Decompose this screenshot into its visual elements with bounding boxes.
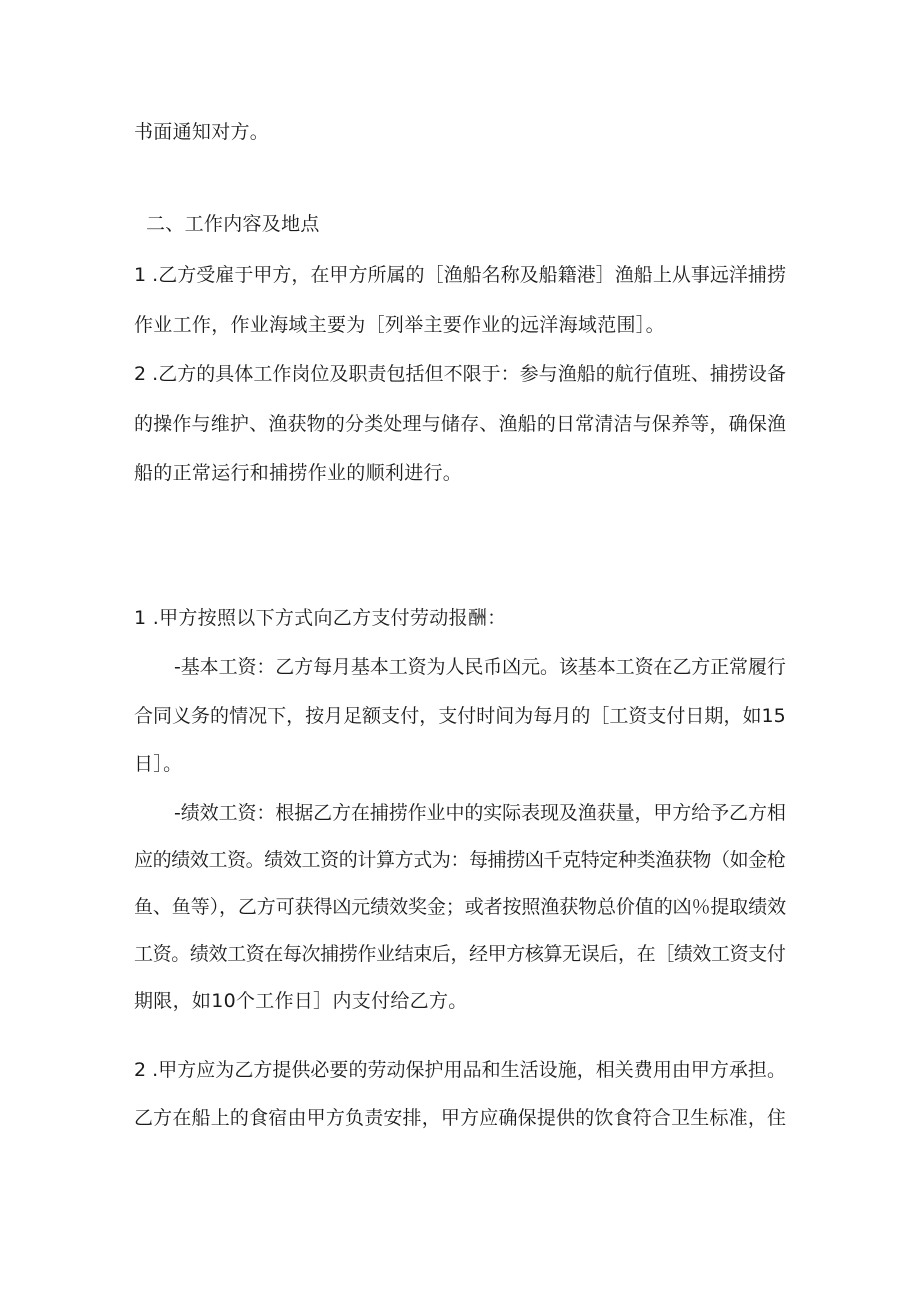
base-salary-line-2: 合同义务的情况下，按月足额支付，支付时间为每月的［工资支付日期，如15 [134, 705, 786, 727]
performance-pay-line-3: 鱼、鱼等），乙方可获得凶元绩效奖金；或者按照渔获物总价值的凶％提取绩效 [134, 896, 787, 918]
pay-clause-2-line-2: 乙方在船上的食宿由甲方负责安排，甲方应确保提供的饮食符合卫生标准，住 [134, 1107, 787, 1129]
pay-clause-1-line-1: 1 .甲方按照以下方式向乙方支付劳动报酬： [134, 607, 507, 629]
clause-2-line-2: 的操作与维护、渔获物的分类处理与储存、渔船的日常清洁与保养等，确保渔 [134, 413, 787, 435]
base-salary-line-1: -基本工资：乙方每月基本工资为人民币凶元。该基本工资在乙方正常履行 [174, 656, 786, 678]
performance-pay-line-5: 期限，如10个工作日］内支付给乙方。 [134, 990, 468, 1012]
clause-2-line-1: 2 .乙方的具体工作岗位及职责包括但不限于：参与渔船的航行值班、捕捞设备 [134, 363, 786, 385]
performance-pay-line-4: 工资。绩效工资在每次捕捞作业结束后，经甲方核算无误后，在［绩效工资支付 [134, 943, 786, 965]
performance-pay-line-1: -绩效工资：根据乙方在捕捞作业中的实际表现及渔获量，甲方给予乙方相 [174, 802, 786, 824]
pay-clause-2-line-1: 2 .甲方应为乙方提供必要的劳动保护用品和生活设施，相关费用由甲方承担。 [134, 1059, 786, 1081]
clause-2-line-3: 船的正常运行和捕捞作业的顺利进行。 [134, 462, 463, 484]
base-salary-line-3: 日］。 [134, 753, 183, 775]
section-heading-work-content: 二、工作内容及地点 [146, 213, 320, 235]
clause-1-line-1: 1 .乙方受雇于甲方，在甲方所属的［渔船名称及船籍港］渔船上从事远洋捕捞 [134, 264, 786, 286]
performance-pay-line-2: 应的绩效工资。绩效工资的计算方式为：每捕捞凶千克特定种类渔获物（如金枪 [134, 849, 786, 871]
text-line-closing: 书面通知对方。 [134, 121, 270, 143]
clause-1-line-2: 作业工作，作业海域主要为［列举主要作业的远洋海域范围］。 [134, 314, 665, 336]
